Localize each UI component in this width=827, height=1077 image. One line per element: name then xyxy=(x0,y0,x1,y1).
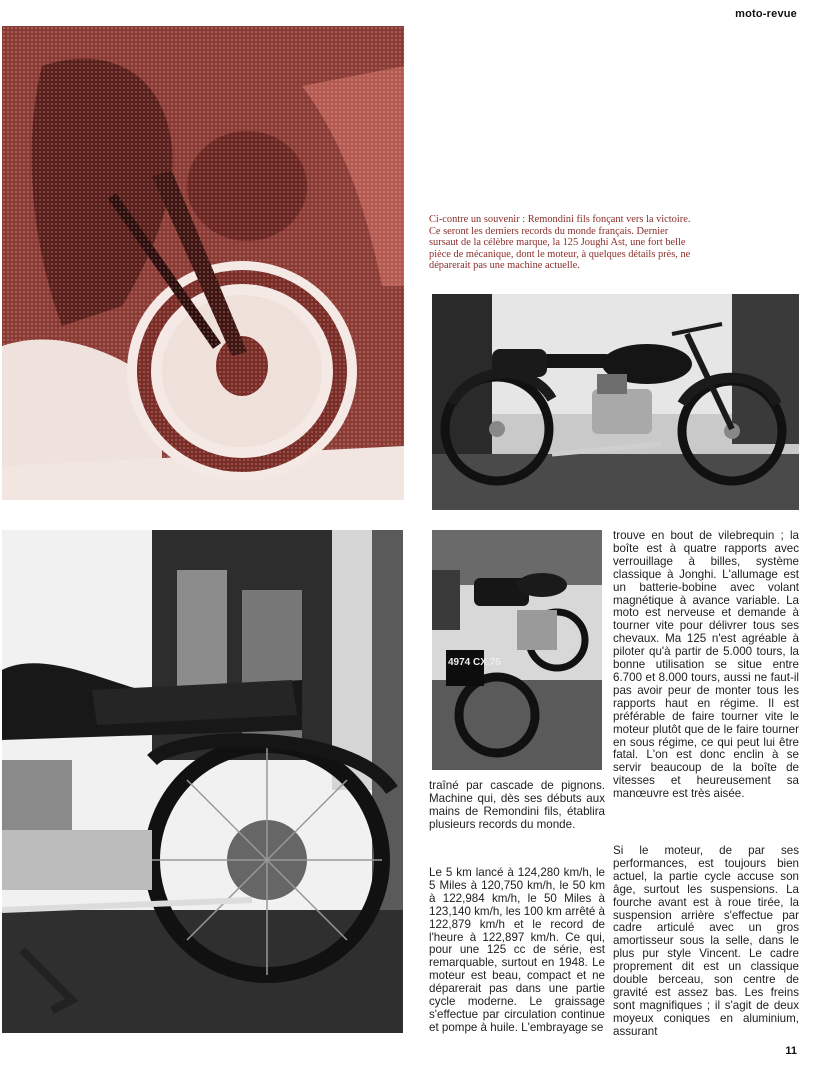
article-column-mid-bottom xyxy=(429,867,605,1035)
photo-motorcycle-street xyxy=(432,530,602,770)
article-paragraph: Si le moteur, de par ses performances, est toujours bien actuel, la partie cycle accuse son âge, surtout les suspensions. La fourche avant est à roue tirée, la suspension arrière s'effectue par cadre articulé avec un gros amortisseur sous la selle, dans le plus pur style Vincent. Le cadre proprement dit est un classique double berceau, son centre de gravité est assez bas. Les freins sont magnifiques ; il s'agit de deux moyeux coniques en aluminium, assurant xyxy=(613,844,799,1038)
article-column-right-top xyxy=(613,530,799,801)
license-plate-text: 4974 CX.75 xyxy=(448,657,501,668)
magazine-header: moto-revue xyxy=(735,8,797,20)
article-paragraph: Le 5 km lancé à 124,280 km/h, le 5 Miles à 120,750 km/h, le 50 km à 122,984 km/h, le 50 Miles à 123,140 km/h, les 100 km arrêté à 122,879 km/h et le record de l'heure à 122,897 km/h. Ce qui, pour une 125 cc de série, est remarquable, surtout en 1948. Le moteur est beau, compact et ne déparerait pas dans une partie cycle moderne. Le graissage s'effectue par circulation continue et pompe à huile. L'embrayage se xyxy=(429,866,605,1034)
photo-caption: Ci-contre un souvenir : Remondini fils fonçant vers la victoire. Ce seront les derniers records du monde français. Dernier sursaut de la célèbre marque, la 125 Joughi Ast, une fort belle pièce de mécanique, dont le moteur, à quelques détails près, ne déparerait pas une machine actuelle. xyxy=(429,214,691,272)
photo-joughi-motorcycle xyxy=(432,294,799,510)
page-number: 11 xyxy=(785,1045,797,1057)
photo-record-rider xyxy=(2,26,404,500)
article-column-mid-top xyxy=(429,780,605,832)
article-column-right-bottom xyxy=(613,845,799,1039)
article-paragraph: trouve en bout de vilebrequin ; la boîte est à quatre rapports avec verrouillage à billes, système classique à Jonghi. L'allumage est un batterie-bobine avec volant magnétique à avance variable. La moto est nerveuse et demande à tourner vite pour délivrer tous ses chevaux. Ma 125 n'est agréable à piloter qu'à partir de 5.000 tours, la bonne utilisation se situe entre 6.700 et 8.000 tours, aussi ne faut-il pas avoir peur de monter tous les rapports haut en régime. Il est préférable de faire tourner vite le moteur plutôt que de le faire tourner en sous régime, ce qui peut lui être fatal. L'on est donc enclin à se servir beaucoup de la boîte de vitesses et heureusement sa manœuvre est très aisée. xyxy=(613,529,799,801)
photo-motorcycle-rear xyxy=(2,530,403,1033)
article-paragraph: traîné par cascade de pignons. Machine qui, dès ses débuts aux mains de Remondini fils, établira plusieurs records du monde. xyxy=(429,779,605,831)
